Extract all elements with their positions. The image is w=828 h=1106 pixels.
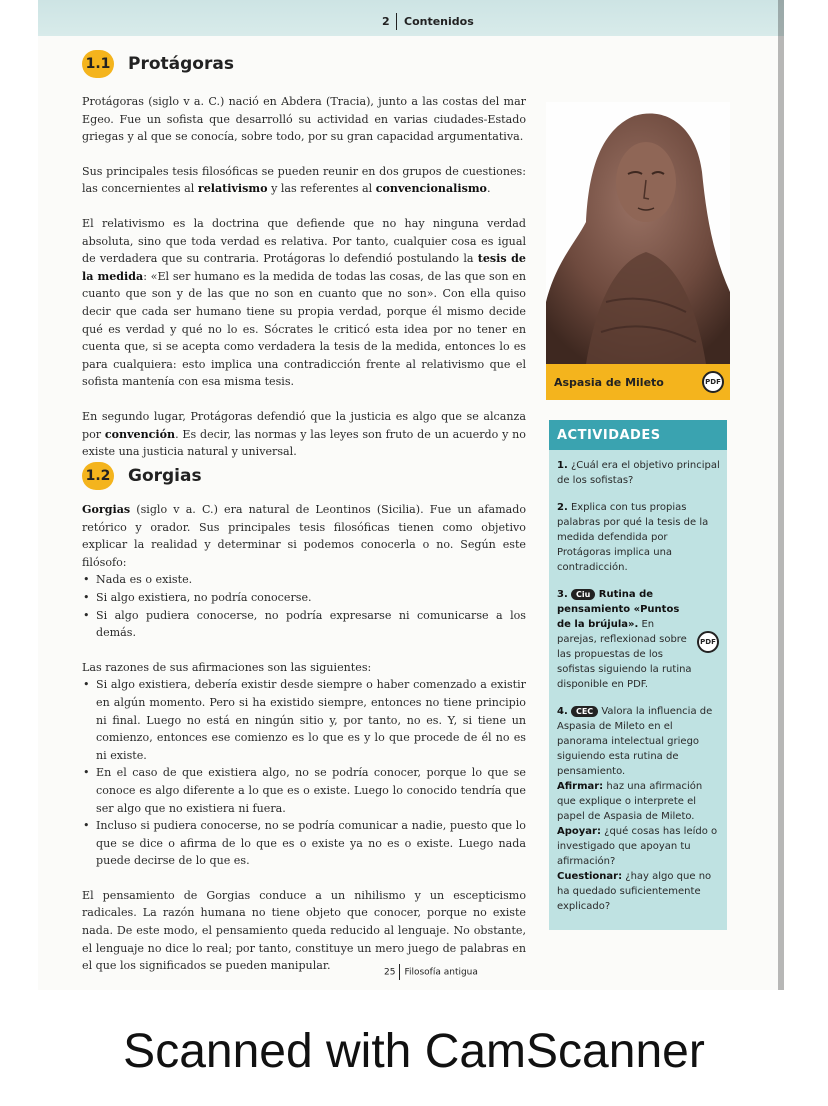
paragraph: En segundo lugar, Protágoras defendió que la justicia es algo que se alcanza por convención. Es decir, las normas y las leyes son fruto de un acuerdo y no existe una justicia natural y universal.	[82, 409, 526, 459]
activities-list	[549, 450, 727, 914]
paragraph: Sus principales tesis filosóficas se pueden reunir en dos grupos de cuestiones: las concernientes al relativismo y las referentes al convencionalismo.	[82, 164, 526, 196]
page-edge-shadow	[778, 0, 784, 990]
pdf-icon[interactable]: PDF	[697, 631, 719, 653]
footer-book-title: Filosofía antigua	[404, 967, 478, 978]
section-number-badge: 1.2	[82, 462, 114, 490]
reasons-list	[82, 676, 526, 870]
activity-item: PDF 3. Ciu Rutina de pensamiento «Puntos de la brújula». En parejas, reflexionad sobre las propuestas de los sofistas siguiendo la rutina disponible en PDF.	[557, 587, 721, 692]
activities-title: ACTIVIDADES	[549, 420, 727, 450]
list-item: • Si algo existiera, debería existir desde siempre o haber comenzado a existir en algún momento. Pero si ha existido siempre, entonces no tiene principio ni final. Luego no está en ningún sitio y, por tanto, no es. Y, si tiene un comienzo, entonces ese comienzo es lo que es y lo que procede de él no es ni existe.	[96, 676, 526, 764]
scanned-page	[38, 0, 784, 990]
section-heading-gorgias	[82, 462, 202, 490]
caption-text: Aspasia de Mileto	[554, 375, 664, 389]
thesis-list	[82, 571, 526, 641]
paragraph: El pensamiento de Gorgias conduce a un nihilismo y un escepticismo radicales. La razón humana no tiene objeto que conocer, porque no existe nada. De este modo, el pensamiento queda reducido al lenguaje. No obstante, el lenguaje no dice lo real; por tanto, constituye un mero juego de palabras en el que los significados se pueden manipular.	[82, 888, 526, 973]
list-item: • Nada es o existe.	[96, 571, 526, 589]
section-gorgias-body	[82, 501, 526, 990]
header-band	[38, 0, 784, 36]
list-item: • Si algo pudiera conocerse, no podría expresarse ni comunicarse a los demás.	[96, 607, 526, 642]
section-title: Protágoras	[128, 54, 234, 74]
activity-item: 4. CEC Valora la influencia de Aspasia de Mileto en el panorama intelectual griego siguiendo esta rutina de pensamiento. Afirmar: haz una afirmación que explique o interprete el papel de Aspasia de Mileto. Apoyar: ¿qué cosas has leído o investigado que apoyan tu afirmación? Cuestionar: ¿hay algo que no ha quedado suficientemente explicado?	[557, 706, 718, 912]
section-protagoras-body	[82, 93, 526, 478]
competency-tag: Ciu	[571, 589, 595, 600]
figure-caption	[546, 364, 730, 400]
paragraph: Las razones de sus afirmaciones son las siguientes:	[82, 660, 372, 674]
page-footer	[384, 964, 478, 980]
section-number-badge: 1.1	[82, 50, 114, 78]
footer-page-number: 25	[384, 967, 396, 978]
paragraph: El relativismo es la doctrina que defiende que no hay ninguna verdad absoluta, sino que toda verdad es relativa. Por tanto, cualquier cosa es igual de verdadera que su contraria. Protágoras lo defendió postulando la tesis de la medida: «El ser humano es la medida de todas las cosas, de las que son en cuanto que son y de las que no son en cuanto que no son». Con ella quiso decir que cada ser humano tiene su propia verdad, porque él mismo decide qué es verdad y qué no lo es. Sócrates le criticó esta idea por no tener en cuenta que, si se acepta como verdadera la tesis de la medida, entonces lo es para cualquiera: esto implica una contradicción frente al relativismo que el sofista mantenía con esa misma tesis.	[82, 216, 526, 389]
competency-tag: CEC	[571, 706, 598, 717]
header-divider	[396, 13, 397, 30]
activity-item: 1. ¿Cuál era el objetivo principal de los sofistas?	[557, 460, 720, 486]
paragraph: Gorgias (siglo v a. C.) era natural de Leontinos (Sicilia). Fue un afamado retórico y orador. Sus principales tesis filosóficas tienen como objetivo explicar la realidad y determinar si podemos conocerla o no. Según este filósofo:	[82, 503, 526, 569]
header-page-number: 2	[382, 15, 390, 28]
section-title: Gorgias	[128, 466, 202, 486]
pdf-icon[interactable]: PDF	[702, 371, 724, 393]
section-heading-protagoras	[82, 50, 234, 78]
aspasia-bust-photo	[546, 102, 730, 364]
camscanner-watermark: Scanned with CamScanner	[123, 1025, 705, 1078]
list-item: • En el caso de que existiera algo, no se podría conocer, porque lo que se conoce es algo diferente a lo que es o existe. Luego lo conocido tendría que ser algo que no existiera ni fuera.	[96, 764, 526, 817]
list-item: • Si algo existiera, no podría conocerse.	[96, 589, 526, 607]
header-section-title: Contenidos	[404, 15, 474, 28]
footer-divider	[399, 964, 400, 980]
paragraph: Protágoras (siglo v a. C.) nació en Abdera (Tracia), junto a las costas del mar Egeo. Fue un sofista que desarrolló su actividad en varias ciudades-Estado griegas y al que se conocía, sobre todo, por su gran capacidad argumentativa.	[82, 95, 526, 144]
list-item: • Incluso si pudiera conocerse, no se podría comunicar a nadie, puesto que lo que se dice o afirma de lo que es o existe ya no es o existe. Luego nada puede decirse de lo que es.	[96, 817, 526, 870]
activities-box	[549, 420, 727, 930]
activity-item: 2. Explica con tus propias palabras por qué la tesis de la medida defendida por Protágoras implica una contradicción.	[557, 502, 709, 573]
